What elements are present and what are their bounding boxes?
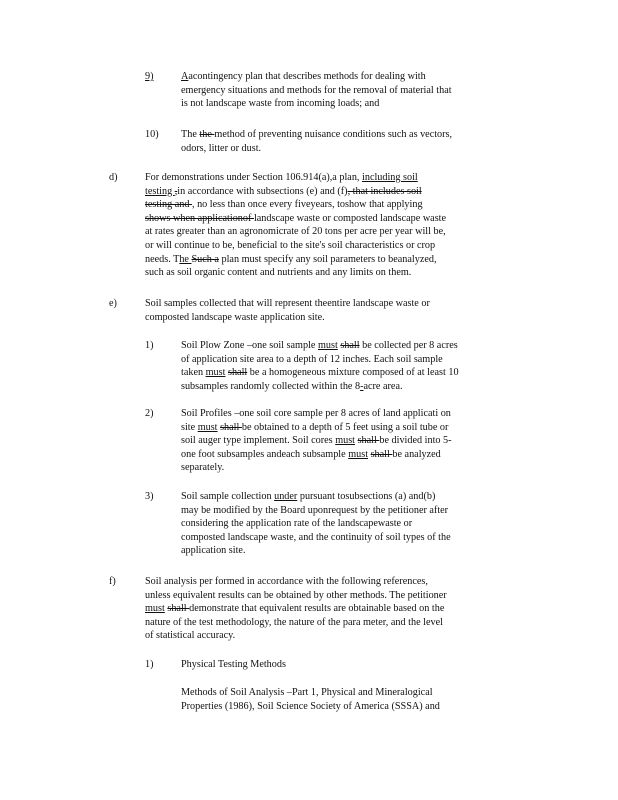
text-line — [145, 297, 485, 311]
item-label: 9) — [145, 71, 154, 82]
struck-text: shall — [340, 340, 360, 351]
text-run: of statistical accuracy. — [145, 630, 236, 642]
text-run: landscape waste or composted landscape waste — [253, 212, 447, 224]
struck-text: testing and — [145, 199, 192, 211]
struck-text: , that includes soil — [347, 185, 422, 197]
text-run: considering the application rate of the landscapewaste or — [181, 518, 413, 530]
text-line — [181, 142, 501, 156]
text-run: Soil Profiles –one soil core sample per 8 acres of land applicati on — [181, 408, 451, 419]
struck-text: , — [174, 185, 178, 197]
text-line — [181, 128, 501, 142]
text-run: pursuant tosubsections (a) and(b) — [297, 491, 436, 502]
inserted-text: must — [145, 603, 165, 615]
text-run: plan must specify any soil parameters to beanalyzed, — [218, 253, 437, 265]
text-line — [181, 339, 506, 353]
text-run: in accordance with subsections (e) and (f) — [177, 185, 348, 197]
struck-text: shows when applicationof — [145, 212, 254, 224]
text-run: Physical Testing Methods — [181, 659, 286, 670]
section-d — [109, 171, 509, 280]
text-line — [181, 504, 501, 518]
item-label: f) — [109, 576, 116, 587]
text-line — [181, 700, 481, 714]
section-e-item-1 — [145, 339, 510, 393]
struck-text: the — [199, 129, 215, 140]
text-run: one foot subsamples andeach subsample — [181, 448, 349, 460]
item-label: 10) — [145, 129, 159, 140]
item-text — [181, 686, 481, 713]
text-run: composted landscape waste application site. — [145, 311, 325, 323]
text-run: is not landscape waste from incoming loads; and — [181, 98, 380, 110]
text-run: may be modified by the Board uponrequest by the petitioner after — [181, 504, 449, 516]
text-run: separately. — [181, 462, 225, 474]
text-line — [181, 461, 501, 475]
text-run: Soil samples collected that will represent theentire landscape waste or — [145, 298, 430, 309]
struck-text: Such a — [191, 253, 219, 265]
text-line — [181, 97, 501, 111]
item-text — [181, 339, 506, 393]
text-run: unless equivalent results can be obtained by other methods. The petitioner — [145, 589, 447, 601]
text-line — [145, 198, 503, 212]
text-line — [181, 517, 501, 531]
text-run: , no less than once every fiveyears, toshow that applying — [191, 199, 423, 211]
text-line — [145, 225, 503, 239]
inserted-text: must — [348, 448, 369, 460]
text-run: Soil sample collection — [181, 491, 275, 502]
text-run: subsamples randomly collected within the 8 — [181, 380, 361, 392]
text-line — [181, 490, 501, 504]
section-c-item-9 — [145, 70, 505, 111]
section-f-item-1 — [145, 658, 510, 672]
inserted-text: must — [335, 435, 356, 447]
text-run: odors, litter or dust. — [181, 142, 262, 154]
text-line — [145, 629, 500, 643]
text-run: at rates greater than an agronomicrate of 20 tons per acre per year will be, — [145, 226, 446, 238]
text-run: Soil Plow Zone –one soil sample — [181, 340, 318, 351]
inserted-text: must — [197, 421, 218, 433]
text-run: demonstrate that equivalent results are obtainable based on the — [189, 603, 445, 615]
item-label: 1) — [145, 340, 154, 351]
text-line — [181, 658, 501, 672]
item-label: 3) — [145, 491, 154, 502]
text-run: nature of the test methodology, the nature of the para meter, and the level — [145, 616, 443, 628]
text-run: soil auger type implement. Soil cores — [181, 435, 336, 447]
text-run: acre area. — [363, 380, 403, 392]
text-run: site — [181, 421, 198, 433]
text-run: be analyzed — [392, 448, 441, 460]
text-run: of application site area to a depth of 12 inches. Each soil sample — [181, 353, 443, 365]
text-run: be a homogeneous mixture composed of at least 10 — [247, 367, 459, 379]
item-text — [181, 128, 501, 155]
text-line — [181, 353, 506, 367]
inserted-text: must — [317, 340, 338, 351]
text-run: acontingency plan that describes methods for dealing with — [188, 71, 426, 82]
text-line — [181, 686, 481, 700]
item-text — [181, 407, 501, 475]
section-f-item-1-paragraph — [181, 686, 481, 713]
text-line — [145, 602, 500, 616]
struck-text: shall — [370, 448, 393, 460]
text-run: emergency situations and methods for the removal of material that — [181, 84, 452, 96]
text-line — [145, 589, 500, 603]
text-run: application site. — [181, 545, 246, 557]
section-f — [109, 575, 509, 643]
text-run: For demonstrations under Section 106.914(a),a plan, — [145, 172, 363, 183]
struck-text: shall — [227, 367, 248, 379]
text-line — [145, 171, 503, 185]
struck-text: shall — [167, 603, 190, 615]
text-run: such as soil organic content and nutrients and any limits on them. — [145, 267, 412, 279]
inserted-text: he — [179, 253, 192, 265]
item-text — [181, 490, 501, 558]
item-label: 1) — [145, 659, 154, 670]
section-e — [109, 297, 509, 324]
text-run: be collected per 8 acres — [359, 340, 458, 351]
item-label: 2) — [145, 408, 154, 419]
text-run: Soil analysis per formed in accordance with the following references, — [145, 576, 428, 587]
item-text — [145, 575, 500, 643]
text-run: needs. T — [145, 253, 180, 265]
item-label: e) — [109, 298, 117, 309]
inserted-text: - — [360, 380, 364, 392]
text-run: method of preventing nuisance conditions such as vectors, — [214, 129, 453, 140]
text-line — [145, 266, 503, 280]
item-text — [145, 171, 503, 280]
struck-text: shall — [357, 435, 380, 447]
item-text — [181, 658, 501, 672]
text-line — [181, 380, 506, 394]
section-e-item-2 — [145, 407, 510, 475]
text-run: composted landscape waste, and the continuity of soil types of the — [181, 531, 451, 543]
inserted-text: A — [181, 71, 189, 82]
text-run: or will continue to be, beneficial to the site's soil characteristics or crop — [145, 239, 436, 251]
text-line — [145, 239, 503, 253]
text-line — [181, 544, 501, 558]
text-run: be obtained to a depth of 5 feet using a soil tube or — [241, 421, 449, 433]
text-line — [181, 407, 501, 421]
item-text — [145, 297, 485, 324]
text-run: Properties (1986), Soil Science Society of America (SSSA) and — [181, 700, 440, 712]
item-text — [181, 70, 501, 111]
section-c-item-10 — [145, 128, 505, 155]
struck-text: shall — [220, 421, 242, 433]
text-line — [145, 616, 500, 630]
text-line — [181, 84, 501, 98]
text-line — [145, 253, 503, 267]
text-line — [181, 70, 501, 84]
item-label: d) — [109, 172, 118, 183]
text-run: The — [181, 129, 200, 140]
text-line — [181, 448, 501, 462]
text-line — [145, 311, 485, 325]
text-run: taken — [181, 367, 206, 379]
text-line — [145, 575, 500, 589]
text-line — [145, 185, 503, 199]
text-line — [181, 434, 501, 448]
text-run: be divided into 5- — [379, 435, 452, 447]
text-run: Methods of Soil Analysis –Part 1, Physical and Mineralogical — [181, 687, 433, 698]
section-e-item-3 — [145, 490, 510, 558]
inserted-text: under — [274, 491, 298, 502]
text-line — [181, 421, 501, 435]
text-line — [145, 212, 503, 226]
inserted-text: testing — [145, 185, 175, 197]
text-line — [181, 531, 501, 545]
text-line — [181, 366, 506, 380]
inserted-text: must — [205, 367, 226, 379]
inserted-text: including soil — [362, 172, 418, 183]
